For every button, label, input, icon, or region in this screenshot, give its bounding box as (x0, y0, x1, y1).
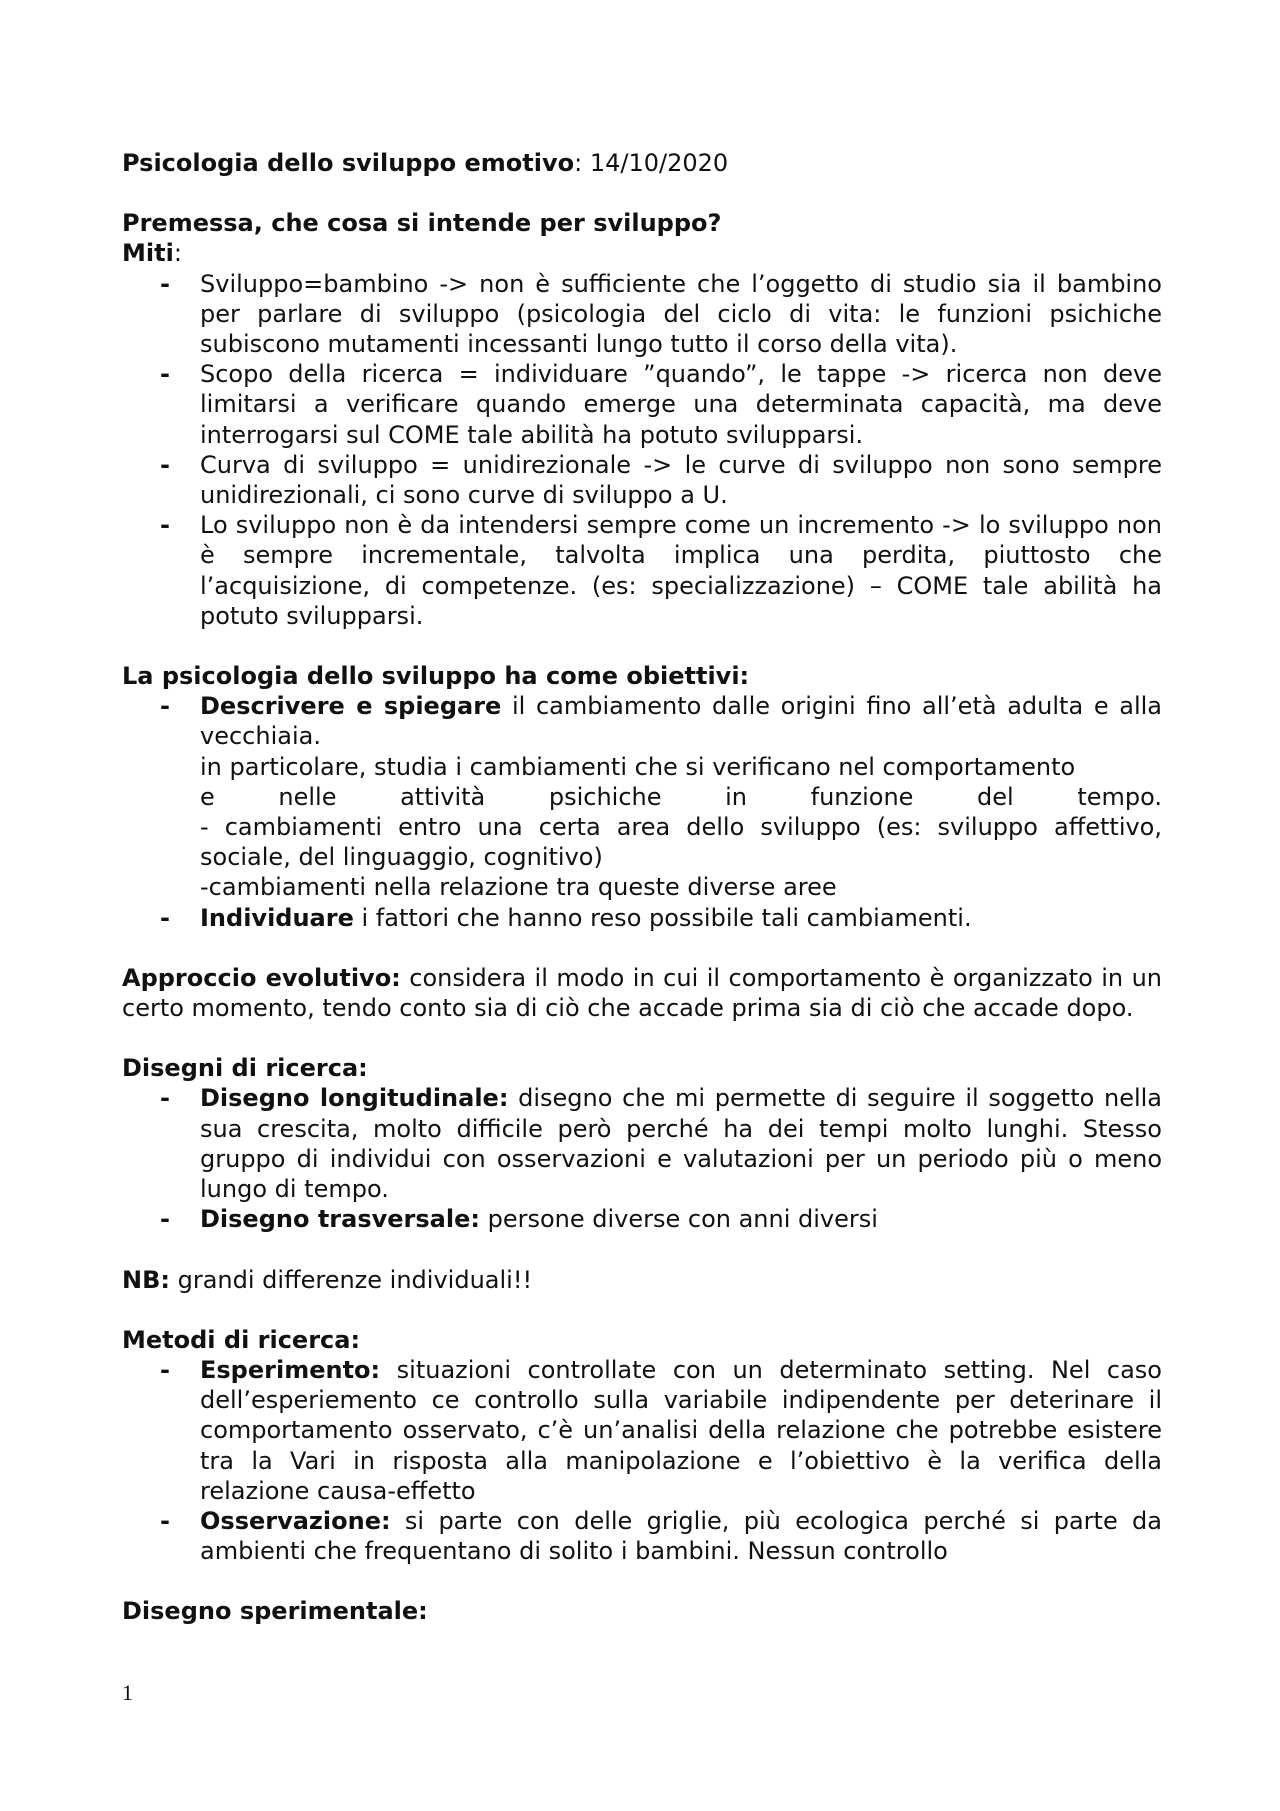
metodi-list (122, 1355, 1162, 1566)
disegni-list (122, 1083, 1162, 1234)
document-body (122, 148, 1162, 1627)
premessa-heading: Premessa, che cosa si intende per sviluppo? (122, 209, 722, 238)
list-item: - Curva di sviluppo = unidirezionale -> le curve di sviluppo non sono sempre unidirezionali, ci sono curve di sviluppo a U. (122, 450, 1162, 510)
list-item: - Osservazione: si parte con delle griglie, più ecologica perché si parte da ambienti che frequentano di solito i bambini. Nessun controllo (122, 1506, 1162, 1566)
list-item: - Lo sviluppo non è da intendersi sempre come un incremento -> lo sviluppo non è sempre incrementale, talvolta implica una perdita, piuttosto che l’acquisizione, di competenze. (es: specializzazione) – COME tale abilità ha potuto svilupparsi. (122, 510, 1162, 631)
metodi-heading: Metodi di ricerca: (122, 1325, 361, 1354)
obiettivi-list (122, 691, 1162, 933)
list-item: - Individuare i fattori che hanno reso possibile tali cambiamenti. (122, 903, 1162, 933)
disegno-sperimentale-heading: Disegno sperimentale: (122, 1597, 428, 1626)
approccio-paragraph: Approccio evolutivo: considera il modo in cui il comportamento è organizzato in un certo momento, tendo conto sia di ciò che accade prima sia di ciò che accade dopo. (122, 963, 1162, 1023)
miti-label: Miti: (122, 239, 182, 268)
nb-note: NB: grandi differenze individuali!! (122, 1265, 533, 1294)
list-item: - Disegno trasversale: persone diverse con anni diversi (122, 1204, 1162, 1234)
list-item: - Esperimento: situazioni controllate con un determinato setting. Nel caso dell’esperiemento ce controllo sulla variabile indipendente per deterinare il comportamento osservato, c’è un’analisi della relazione che potrebbe esistere tra la Vari in risposta alla manipolazione e l’obiettivo è la verifica della relazione causa-effetto (122, 1355, 1162, 1506)
list-item: - Sviluppo=bambino -> non è sufficiente che l’oggetto di studio sia il bambino per parlare di sviluppo (psicologia del ciclo di vita: le funzioni psichiche subiscono mutamenti incessanti lungo tutto il corso della vita). (122, 269, 1162, 360)
obiettivi-heading: La psicologia dello sviluppo ha come obiettivi: (122, 662, 750, 691)
page-number: 1 (122, 1680, 133, 1705)
list-item: - Descrivere e spiegare il cambiamento dalle origini fino all’età adulta e alla vecchiaia. in particolare, studia i cambiamenti che si verificano nel comportamento e nelle attività psichiche in funzione del tempo. - cambiamenti entro una certa area dello sviluppo (es: sviluppo affettivo, sociale, del linguaggio, cognitivo) -cambiamenti nella relazione tra queste diverse aree (122, 691, 1162, 902)
miti-list (122, 269, 1162, 631)
document-title: Psicologia dello sviluppo emotivo: 14/10/2020 (122, 149, 729, 177)
list-item: - Scopo della ricerca = individuare ”quando”, le tappe -> ricerca non deve limitarsi a verificare quando emerge una determinata capacità, ma deve interrogarsi sul COME tale abilità ha potuto svilupparsi. (122, 359, 1162, 450)
disegni-heading: Disegni di ricerca: (122, 1054, 368, 1083)
list-item: - Disegno longitudinale: disegno che mi permette di seguire il soggetto nella sua crescita, molto difficile però perché ha dei tempi molto lunghi. Stesso gruppo di individui con osservazioni e valutazioni per un periodo più o meno lungo di tempo. (122, 1083, 1162, 1204)
